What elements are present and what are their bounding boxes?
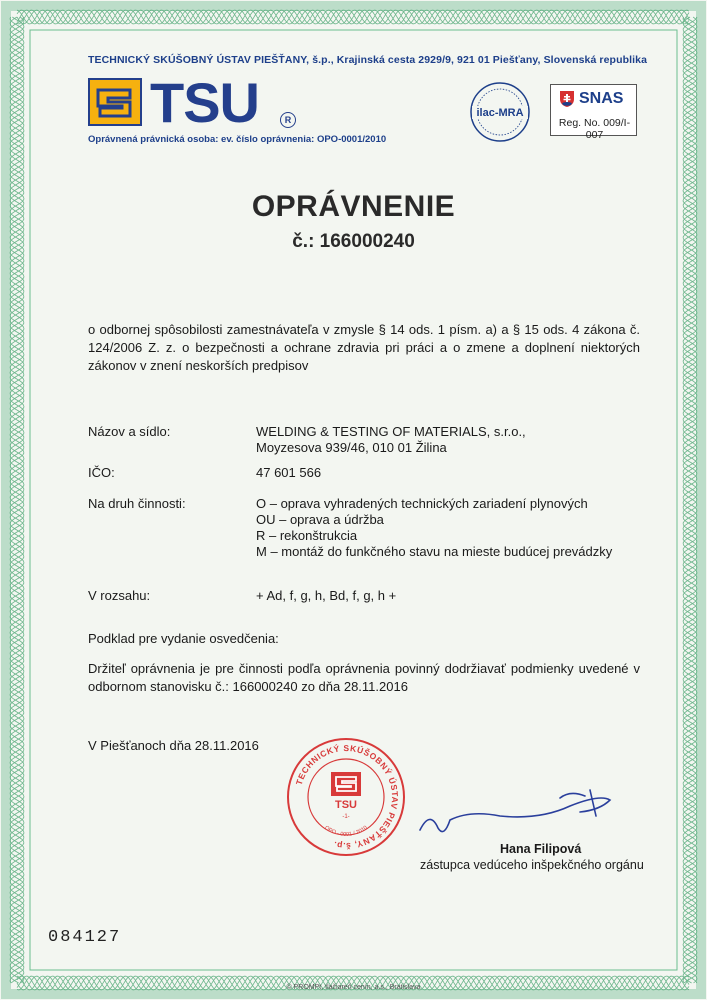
stamp-ring-text: TECHNICKÝ SKÚŠOBNÝ ÚSTAV PIEŠŤANY, š.p. <box>293 742 401 852</box>
official-stamp <box>285 736 407 858</box>
ilac-mra-logo <box>468 80 532 144</box>
stamp-center-text: TSU <box>335 799 357 811</box>
intro-paragraph: o odbornej spôsobilosti zamestnávateľa v zmysle § 14 ods. 1 písm. a) a § 15 ods. 4 zákona č. 124/2006 Z. z. o bezpečnosti a ochrane zdravia pri práci a o zmene a doplnení niektorých zákonov v znení neskorších predpisov <box>88 322 640 373</box>
registered-mark: R <box>280 112 296 128</box>
activity-label: Na druh činnosti: <box>88 496 186 511</box>
border-wave <box>10 17 24 983</box>
basis-text: Držiteľ oprávnenia je pre činnosti podľa oprávnenia povinný dodržiavať podmienky uvedené v odbornom stanovisku č.: 166000240 zo dňa 28.11.2016 <box>88 661 640 694</box>
ico-label: IČO: <box>88 465 115 480</box>
handwritten-signature <box>410 780 620 840</box>
border-wave <box>683 17 697 983</box>
svg-text:OPO - 0001 / 2010 <box>323 825 368 838</box>
document-number: č.: 166000240 <box>292 231 415 252</box>
basis-label: Podklad pre vydanie osvedčenia: <box>88 631 279 646</box>
company-address: Moyzesova 939/46, 010 01 Žilina <box>256 440 447 455</box>
activity-item: M – montáž do funkčného stavu na mieste budúcej prevádzky <box>256 544 613 559</box>
signer-name: Hana Filipová <box>500 842 582 856</box>
name-label: Názov a sídlo: <box>88 424 171 439</box>
stamp-bottom-text: OPO - 0001 / 2010 <box>323 824 369 838</box>
border-wave <box>10 17 24 983</box>
tsu-logo-emblem <box>88 78 142 126</box>
border-wave <box>683 17 697 983</box>
company-name: WELDING & TESTING OF MATERIALS, s.r.o., <box>256 424 526 439</box>
stamp-sub-text: -1- <box>342 814 350 820</box>
tsu-logo-text: TSU <box>150 71 259 134</box>
printer-footer: © PROMPt, tlačiareň cenín, a.s., Bratislava <box>286 984 421 991</box>
institute-header: TECHNICKÝ SKÚŠOBNÝ ÚSTAV PIEŠŤANY, š.p., Krajinská cesta 2929/9, 921 01 Piešťany, Slovenská republika <box>88 54 648 66</box>
border-wave <box>683 17 697 983</box>
document-title: OPRÁVNENIE <box>251 190 456 223</box>
place-date: V Piešťanoch dňa 28.11.2016 <box>88 738 259 753</box>
activity-item: R – rekonštrukcia <box>256 528 358 543</box>
snas-badge <box>550 84 637 141</box>
authorization-line: Oprávnená právnická osoba: ev. číslo oprávnenia: OPO-0001/2010 <box>88 134 387 145</box>
activity-item: OU – oprava a údržba <box>256 512 384 527</box>
signer-role: zástupca vedúceho inšpekčného orgánu <box>420 858 644 872</box>
tsu-logo <box>88 71 308 134</box>
snas-name: SNAS <box>579 90 624 107</box>
serial-number: 084127 <box>48 928 122 947</box>
border-wave <box>10 17 24 983</box>
activity-item: O – oprava vyhradených technických zariadení plynových <box>256 496 588 511</box>
ilac-mra-text: ilac-MRA <box>476 107 524 119</box>
border-wave <box>683 17 697 983</box>
ico-value: 47 601 566 <box>256 465 322 480</box>
slovak-emblem-icon <box>559 90 575 108</box>
border-wave <box>10 17 24 983</box>
scope-label: V rozsahu: <box>88 588 151 603</box>
snas-reg-number: Reg. No. 009/I-007 <box>558 117 631 141</box>
scope-value: + Ad, f, g, h, Bd, f, g, h + <box>256 588 397 603</box>
